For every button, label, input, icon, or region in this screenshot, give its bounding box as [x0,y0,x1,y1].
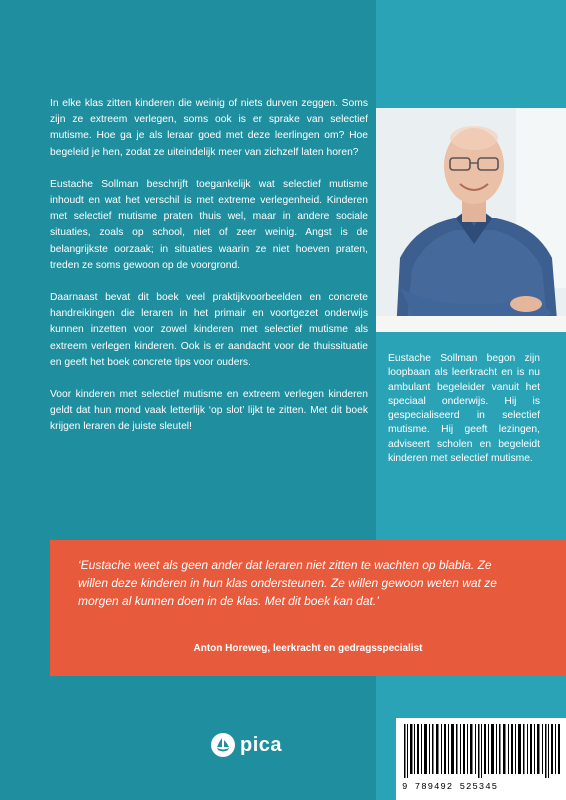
quote-author: Anton Horeweg, leerkracht en gedragsspecialist [193,643,423,654]
pica-ship-logo-icon [210,732,236,758]
author-portrait [376,108,566,332]
publisher-name: pica [240,733,283,756]
quote-text: ‘Eustache weet als geen ander dat leraren niet zitten te wachten op blabla. Ze willen deze kinderen in hun klas ondersteunen. Ze willen gewoon weten wat ze morgen al kunnen doen in de klas. Met dit boek kan dat.’ [78,558,497,608]
blurb-paragraph-3: Daarnaast bevat dit boek veel praktijkvoorbeelden en concrete handreikingen die leraren in het primair en voortgezet onderwijs kunnen inzetten voor zowel kinderen met selectief mutisme als extreem verlegen kinderen. Ook is er aandacht voor de thuissituatie en geeft het boek concrete tips voor ouders. [50,292,368,368]
author-portrait-image [376,108,566,332]
quote-box [50,540,566,676]
isbn-number: 9 789492 525345 [402,782,499,792]
barcode [396,718,566,800]
blurb-paragraph-1: In elke klas zitten kinderen die weinig of niets durven zeggen. Soms zijn ze extreem verlegen, soms ook is er sprake van selectief mutisme. Hoe ga je als leraar goed met deze leerlingen om? Hoe begeleid je hen, zodat ze uiteindelijk meer van zichzelf laten horen? [50,98,368,158]
barcode-bars [396,718,566,780]
author-bio: Eustache Sollman begon zijn loopbaan als leerkracht en is nu ambulant begeleider vanuit het speciaal onderwijs. Hij is gespecialiseerd in selectief mutisme. Hij geeft lezingen, adviseert scholen en begeleidt kinderen met selectief mutisme. [388,353,540,465]
blurb-paragraph-4: Voor kinderen met selectief mutisme en extreem verlegen kinderen geldt dat hun mond vaak letterlijk ‘op slot’ lijkt te zitten. Met dit boek krijgen leraren de juiste sleutel! [50,389,368,433]
blurb-paragraph-2: Eustache Sollman beschrijft toegankelijk wat selectief mutisme inhoudt en wat het verschil is met extreme verlegenheid. Kinderen met selectief mutisme praten thuis wel, maar in andere sociale situaties, zoals op school, niet of zeer weinig. Angst is de belangrijkste oorzaak; in situaties waarin ze niet hoeven praten, treden ze soms gewoon op de voorgrond. [50,178,368,271]
blurb-text [50,96,368,452]
publisher-logo [210,730,282,760]
